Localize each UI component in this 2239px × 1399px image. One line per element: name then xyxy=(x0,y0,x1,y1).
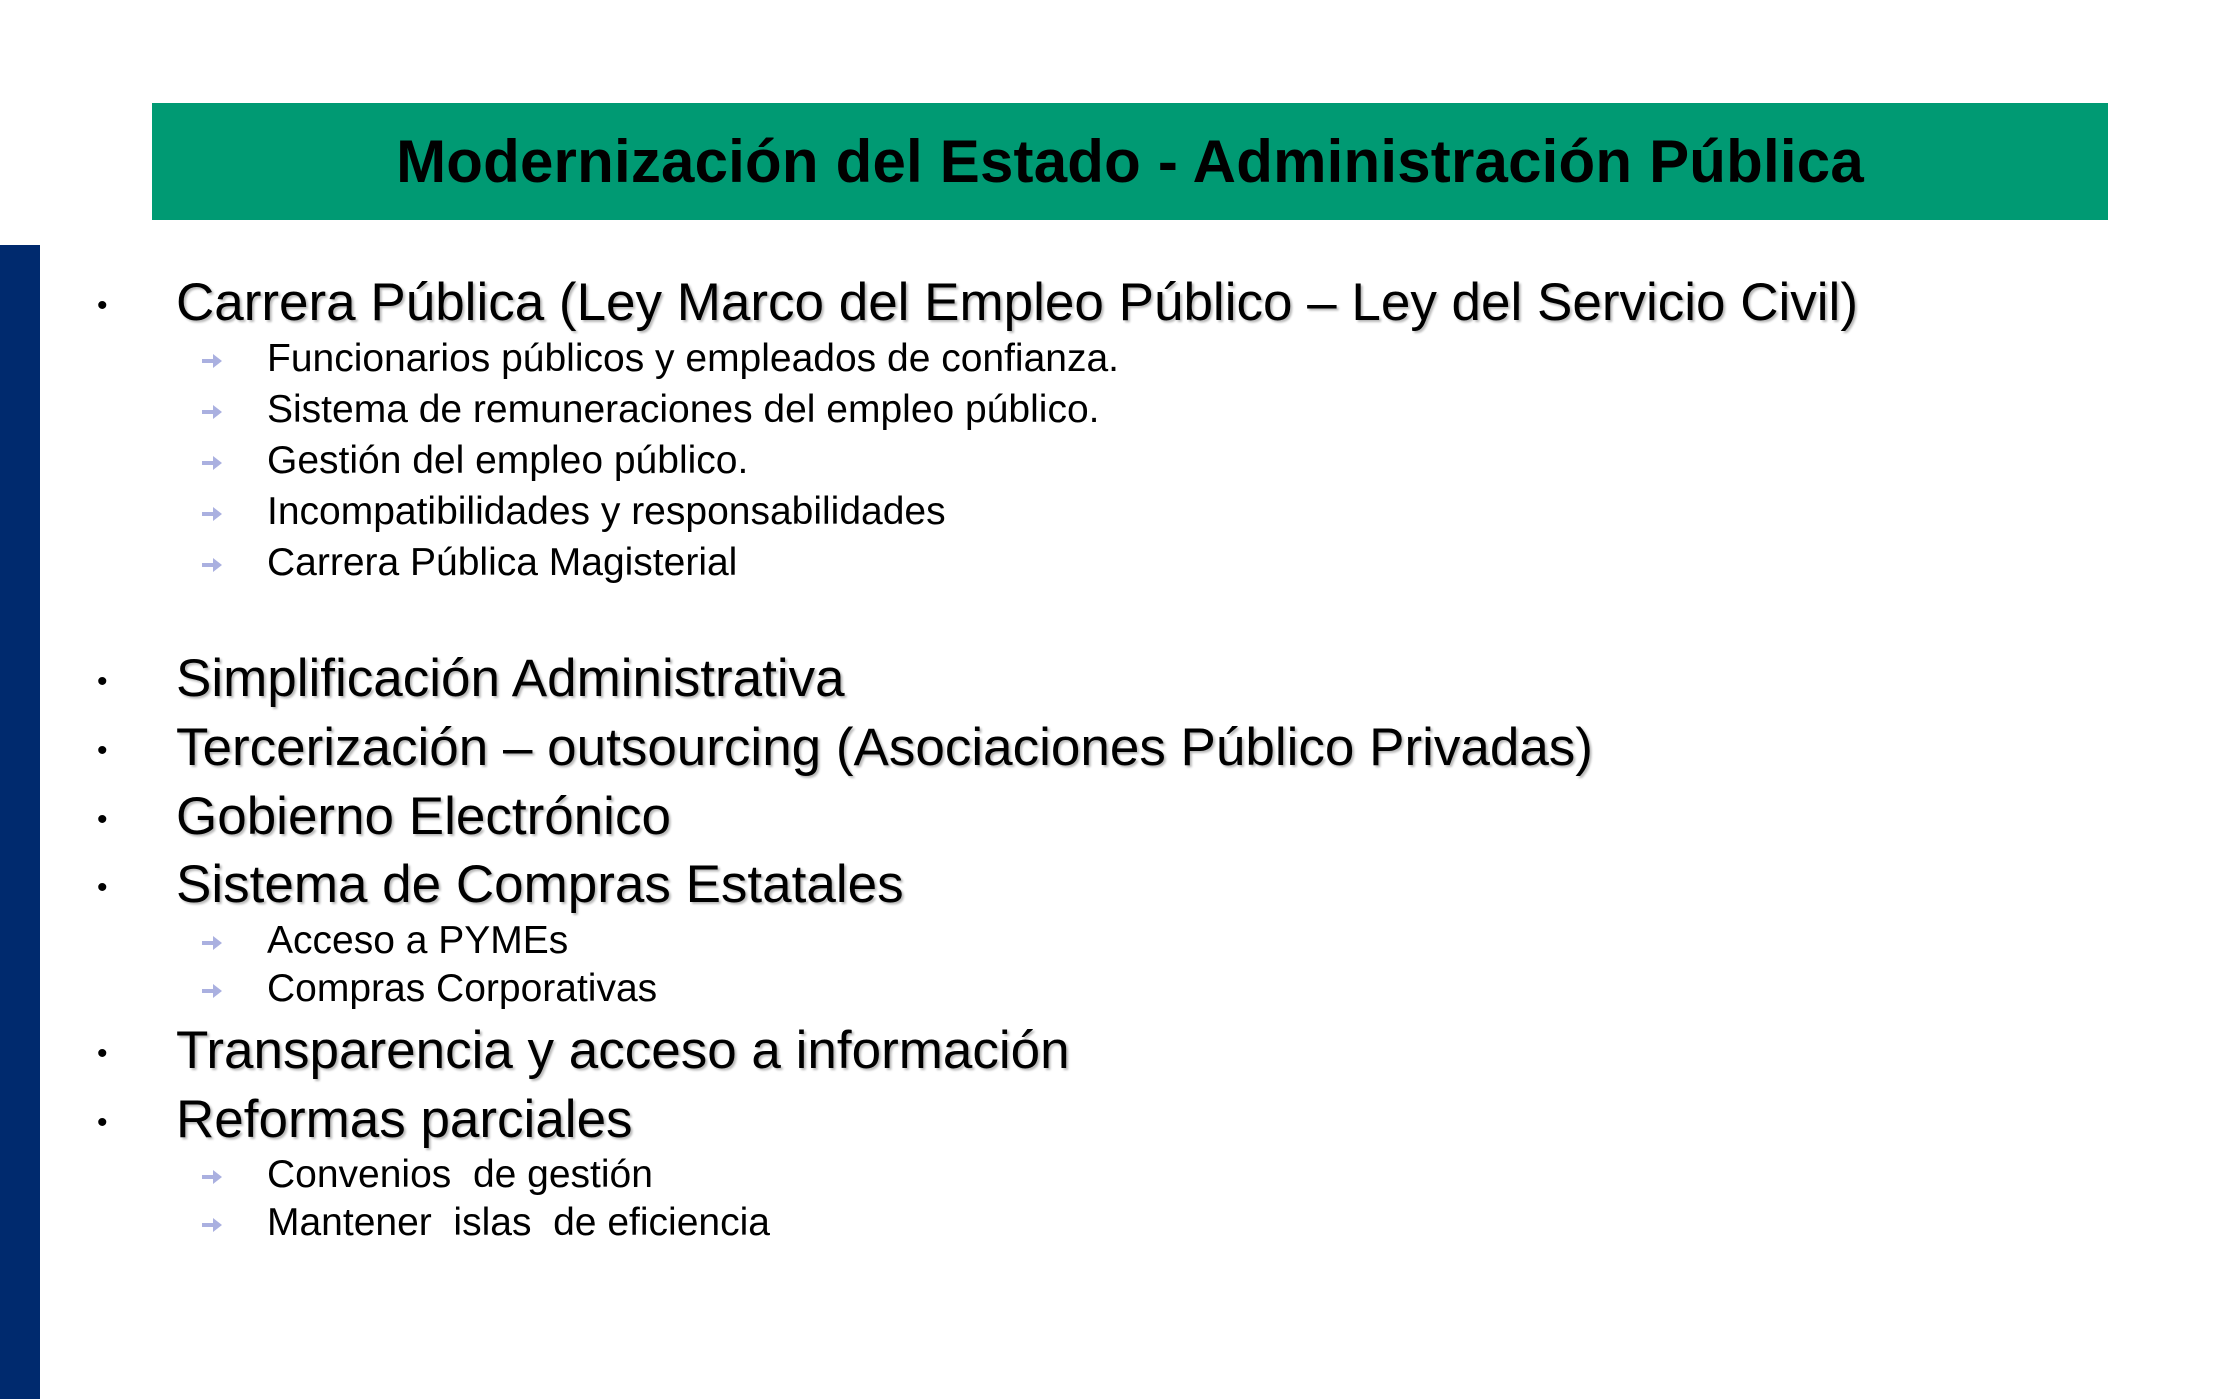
list-item-text: Funcionarios públicos y empleados de confianza. xyxy=(267,337,1120,380)
list-item-text: Convenios de gestión xyxy=(267,1153,653,1196)
bullet-icon: • xyxy=(97,871,108,904)
arrow-right-icon xyxy=(201,353,223,369)
list-item-text: Gobierno Electrónico xyxy=(176,787,671,846)
bullet-icon: • xyxy=(97,1037,108,1070)
arrow-right-icon xyxy=(201,1169,223,1185)
list-item-text: Carrera Pública (Ley Marco del Empleo Público – Ley del Servicio Civil) xyxy=(176,273,1858,332)
bullet-icon: • xyxy=(97,289,108,322)
arrow-right-icon xyxy=(201,404,223,420)
list-item-text: Sistema de remuneraciones del empleo público. xyxy=(267,388,1100,431)
arrow-right-icon xyxy=(201,1217,223,1233)
arrow-right-icon xyxy=(201,983,223,999)
arrow-right-icon xyxy=(201,557,223,573)
arrow-right-icon xyxy=(201,455,223,471)
bullet-icon: • xyxy=(97,665,108,698)
bullet-icon: • xyxy=(97,1106,108,1139)
list-item-text: Simplificación Administrativa xyxy=(176,649,845,708)
list-item-text: Carrera Pública Magisterial xyxy=(267,541,738,584)
list-item-text: Transparencia y acceso a información xyxy=(176,1021,1070,1080)
list-item-text: Gestión del empleo público. xyxy=(267,439,749,482)
bullet-icon: • xyxy=(97,734,108,767)
list-item-text: Reformas parciales xyxy=(176,1090,633,1149)
slide-title: Modernización del Estado - Administración Pública xyxy=(396,128,1864,195)
arrow-right-icon xyxy=(201,506,223,522)
list-item-text: Mantener islas de eficiencia xyxy=(267,1201,770,1244)
list-item-text: Compras Corporativas xyxy=(267,967,658,1010)
list-item-text: Incompatibilidades y responsabilidades xyxy=(267,490,946,533)
list-item-text: Sistema de Compras Estatales xyxy=(176,855,904,914)
list-item-text: Tercerización – outsourcing (Asociaciones Público Privadas) xyxy=(176,718,1593,777)
arrow-right-icon xyxy=(201,935,223,951)
bullet-icon: • xyxy=(97,803,108,836)
list-item-text: Acceso a PYMEs xyxy=(267,919,569,962)
